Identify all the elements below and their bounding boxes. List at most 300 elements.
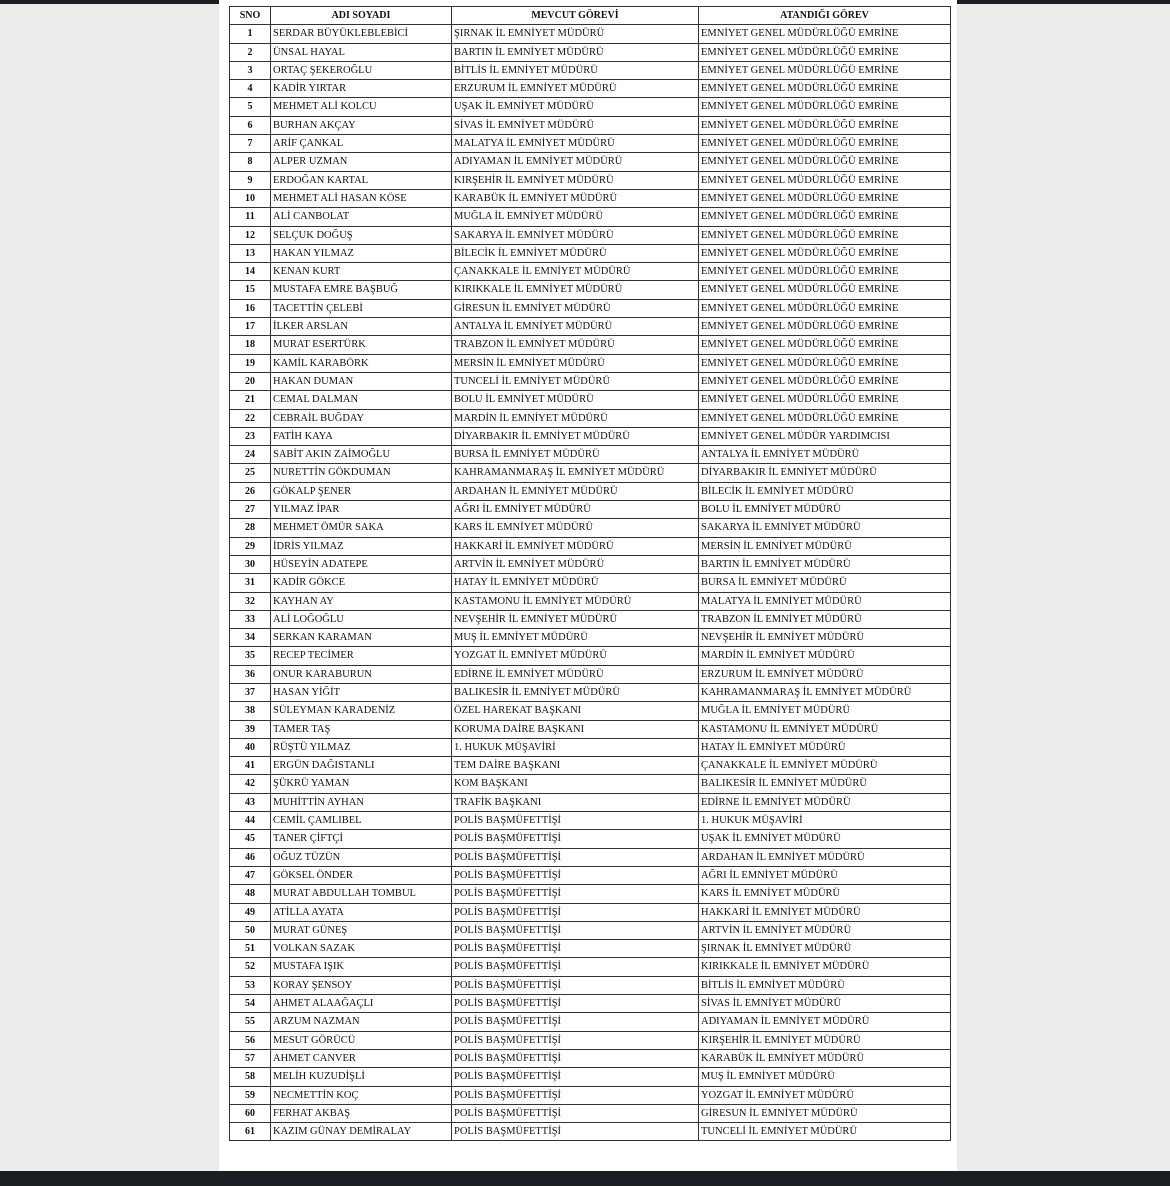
cell-sno: 37	[230, 683, 271, 701]
table-row	[230, 263, 951, 281]
cell-assigned-post: KARABÜK İL EMNİYET MÜDÜRÜ	[699, 1049, 951, 1067]
table-row	[230, 555, 951, 573]
cell-current-post: KASTAMONU İL EMNİYET MÜDÜRÜ	[452, 592, 699, 610]
table-row	[230, 80, 951, 98]
cell-name: ARİF ÇANKAL	[271, 135, 452, 153]
table-row	[230, 1049, 951, 1067]
cell-name: KAYHAN AY	[271, 592, 452, 610]
cell-assigned-post: BARTIN İL EMNİYET MÜDÜRÜ	[699, 555, 951, 573]
viewer-bottom-bar	[0, 1171, 1170, 1186]
cell-name: SÜLEYMAN KARADENİZ	[271, 702, 452, 720]
table-row	[230, 354, 951, 372]
cell-sno: 39	[230, 720, 271, 738]
cell-sno: 7	[230, 135, 271, 153]
cell-name: AHMET ALAAĞAÇLI	[271, 995, 452, 1013]
cell-name: MESUT GÖRÜCÜ	[271, 1031, 452, 1049]
cell-assigned-post: KIRŞEHİR İL EMNİYET MÜDÜRÜ	[699, 1031, 951, 1049]
cell-assigned-post: KASTAMONU İL EMNİYET MÜDÜRÜ	[699, 720, 951, 738]
cell-sno: 53	[230, 976, 271, 994]
cell-name: ALİ LOĞOĞLU	[271, 610, 452, 628]
table-row	[230, 830, 951, 848]
cell-sno: 19	[230, 354, 271, 372]
cell-name: CEMAL DALMAN	[271, 391, 452, 409]
cell-sno: 30	[230, 555, 271, 573]
table-row	[230, 903, 951, 921]
table-row	[230, 976, 951, 994]
cell-current-post: KARS İL EMNİYET MÜDÜRÜ	[452, 519, 699, 537]
cell-assigned-post: EMNİYET GENEL MÜDÜRLÜĞÜ EMRİNE	[699, 226, 951, 244]
table-row	[230, 592, 951, 610]
cell-sno: 32	[230, 592, 271, 610]
table-row	[230, 116, 951, 134]
table-row	[230, 409, 951, 427]
cell-assigned-post: EMNİYET GENEL MÜDÜRLÜĞÜ EMRİNE	[699, 98, 951, 116]
cell-assigned-post: SAKARYA İL EMNİYET MÜDÜRÜ	[699, 519, 951, 537]
cell-sno: 3	[230, 61, 271, 79]
cell-name: SERKAN KARAMAN	[271, 629, 452, 647]
cell-sno: 61	[230, 1123, 271, 1141]
cell-sno: 48	[230, 885, 271, 903]
cell-assigned-post: NEVŞEHİR İL EMNİYET MÜDÜRÜ	[699, 629, 951, 647]
cell-name: ALPER UZMAN	[271, 153, 452, 171]
cell-assigned-post: EMNİYET GENEL MÜDÜRLÜĞÜ EMRİNE	[699, 25, 951, 43]
cell-sno: 2	[230, 43, 271, 61]
cell-name: KAMİL KARABÖRK	[271, 354, 452, 372]
cell-current-post: POLİS BAŞMÜFETTİŞİ	[452, 848, 699, 866]
cell-sno: 59	[230, 1086, 271, 1104]
cell-assigned-post: BİLECİK İL EMNİYET MÜDÜRÜ	[699, 482, 951, 500]
cell-current-post: SİVAS İL EMNİYET MÜDÜRÜ	[452, 116, 699, 134]
cell-sno: 33	[230, 610, 271, 628]
cell-assigned-post: EMNİYET GENEL MÜDÜRLÜĞÜ EMRİNE	[699, 391, 951, 409]
cell-sno: 57	[230, 1049, 271, 1067]
cell-current-post: ANTALYA İL EMNİYET MÜDÜRÜ	[452, 318, 699, 336]
cell-sno: 12	[230, 226, 271, 244]
table-row	[230, 43, 951, 61]
cell-assigned-post: ERZURUM İL EMNİYET MÜDÜRÜ	[699, 665, 951, 683]
cell-current-post: TRABZON İL EMNİYET MÜDÜRÜ	[452, 336, 699, 354]
cell-name: CEBRAİL BUĞDAY	[271, 409, 452, 427]
cell-sno: 8	[230, 153, 271, 171]
table-row	[230, 848, 951, 866]
cell-sno: 36	[230, 665, 271, 683]
cell-sno: 38	[230, 702, 271, 720]
table-row	[230, 921, 951, 939]
cell-current-post: POLİS BAŞMÜFETTİŞİ	[452, 830, 699, 848]
cell-current-post: POLİS BAŞMÜFETTİŞİ	[452, 812, 699, 830]
cell-sno: 17	[230, 318, 271, 336]
table-row	[230, 299, 951, 317]
cell-sno: 27	[230, 501, 271, 519]
cell-current-post: KIRŞEHİR İL EMNİYET MÜDÜRÜ	[452, 171, 699, 189]
cell-current-post: POLİS BAŞMÜFETTİŞİ	[452, 903, 699, 921]
table-row	[230, 208, 951, 226]
cell-current-post: ARDAHAN İL EMNİYET MÜDÜRÜ	[452, 482, 699, 500]
cell-assigned-post: EMNİYET GENEL MÜDÜR YARDIMCISI	[699, 427, 951, 445]
cell-assigned-post: AĞRI İL EMNİYET MÜDÜRÜ	[699, 866, 951, 884]
cell-assigned-post: KARS İL EMNİYET MÜDÜRÜ	[699, 885, 951, 903]
cell-name: ŞÜKRÜ YAMAN	[271, 775, 452, 793]
cell-sno: 11	[230, 208, 271, 226]
cell-assigned-post: EMNİYET GENEL MÜDÜRLÜĞÜ EMRİNE	[699, 153, 951, 171]
cell-name: MURAT GÜNEŞ	[271, 921, 452, 939]
cell-current-post: YOZGAT İL EMNİYET MÜDÜRÜ	[452, 647, 699, 665]
header-assigned-post: ATANDIĞI GÖREV	[699, 7, 951, 25]
cell-name: MUSTAFA EMRE BAŞBUĞ	[271, 281, 452, 299]
cell-sno: 45	[230, 830, 271, 848]
cell-name: TANER ÇİFTÇİ	[271, 830, 452, 848]
cell-name: ORTAÇ ŞEKEROĞLU	[271, 61, 452, 79]
cell-name: ERDOĞAN KARTAL	[271, 171, 452, 189]
cell-current-post: MUŞ İL EMNİYET MÜDÜRÜ	[452, 629, 699, 647]
cell-assigned-post: EMNİYET GENEL MÜDÜRLÜĞÜ EMRİNE	[699, 299, 951, 317]
cell-name: MURAT ESERTÜRK	[271, 336, 452, 354]
cell-assigned-post: HAKKARİ İL EMNİYET MÜDÜRÜ	[699, 903, 951, 921]
table-row	[230, 610, 951, 628]
cell-current-post: ADIYAMAN İL EMNİYET MÜDÜRÜ	[452, 153, 699, 171]
cell-name: MEHMET ALİ HASAN KÖSE	[271, 189, 452, 207]
cell-sno: 14	[230, 263, 271, 281]
cell-sno: 1	[230, 25, 271, 43]
cell-name: RÜŞTÜ YILMAZ	[271, 738, 452, 756]
cell-sno: 10	[230, 189, 271, 207]
cell-assigned-post: EMNİYET GENEL MÜDÜRLÜĞÜ EMRİNE	[699, 354, 951, 372]
cell-current-post: BURSA İL EMNİYET MÜDÜRÜ	[452, 446, 699, 464]
cell-assigned-post: ARDAHAN İL EMNİYET MÜDÜRÜ	[699, 848, 951, 866]
cell-current-post: KORUMA DAİRE BAŞKANI	[452, 720, 699, 738]
cell-name: NECMETTİN KOÇ	[271, 1086, 452, 1104]
cell-assigned-post: EMNİYET GENEL MÜDÜRLÜĞÜ EMRİNE	[699, 244, 951, 262]
cell-name: KADİR YIRTAR	[271, 80, 452, 98]
cell-current-post: TUNCELİ İL EMNİYET MÜDÜRÜ	[452, 372, 699, 390]
table-row	[230, 171, 951, 189]
table-row	[230, 647, 951, 665]
table-row	[230, 482, 951, 500]
table-row	[230, 427, 951, 445]
table-body	[230, 25, 951, 1141]
table-row	[230, 885, 951, 903]
cell-name: TACETTİN ÇELEBİ	[271, 299, 452, 317]
cell-sno: 23	[230, 427, 271, 445]
cell-sno: 15	[230, 281, 271, 299]
table-row	[230, 25, 951, 43]
cell-name: MELİH KUZUDİŞLİ	[271, 1068, 452, 1086]
cell-current-post: KARABÜK İL EMNİYET MÜDÜRÜ	[452, 189, 699, 207]
cell-sno: 20	[230, 372, 271, 390]
cell-current-post: KOM BAŞKANI	[452, 775, 699, 793]
table-row	[230, 372, 951, 390]
cell-assigned-post: ŞIRNAK İL EMNİYET MÜDÜRÜ	[699, 940, 951, 958]
cell-name: MEHMET ÖMÜR SAKA	[271, 519, 452, 537]
cell-name: MUSTAFA IŞIK	[271, 958, 452, 976]
cell-assigned-post: ARTVİN İL EMNİYET MÜDÜRÜ	[699, 921, 951, 939]
table-row	[230, 1013, 951, 1031]
cell-assigned-post: BURSA İL EMNİYET MÜDÜRÜ	[699, 574, 951, 592]
table-row	[230, 98, 951, 116]
cell-current-post: POLİS BAŞMÜFETTİŞİ	[452, 1123, 699, 1141]
cell-sno: 6	[230, 116, 271, 134]
cell-assigned-post: EMNİYET GENEL MÜDÜRLÜĞÜ EMRİNE	[699, 43, 951, 61]
cell-current-post: MERSİN İL EMNİYET MÜDÜRÜ	[452, 354, 699, 372]
table-row	[230, 318, 951, 336]
table-row	[230, 958, 951, 976]
cell-current-post: BİLECİK İL EMNİYET MÜDÜRÜ	[452, 244, 699, 262]
table-row	[230, 501, 951, 519]
cell-name: GÖKALP ŞENER	[271, 482, 452, 500]
cell-current-post: MUĞLA İL EMNİYET MÜDÜRÜ	[452, 208, 699, 226]
cell-name: VOLKAN SAZAK	[271, 940, 452, 958]
cell-current-post: BARTIN İL EMNİYET MÜDÜRÜ	[452, 43, 699, 61]
cell-name: SABİT AKIN ZAİMOĞLU	[271, 446, 452, 464]
cell-assigned-post: EMNİYET GENEL MÜDÜRLÜĞÜ EMRİNE	[699, 80, 951, 98]
cell-assigned-post: SİVAS İL EMNİYET MÜDÜRÜ	[699, 995, 951, 1013]
cell-name: ALİ CANBOLAT	[271, 208, 452, 226]
cell-assigned-post: EMNİYET GENEL MÜDÜRLÜĞÜ EMRİNE	[699, 171, 951, 189]
cell-name: HÜSEYİN ADATEPE	[271, 555, 452, 573]
cell-assigned-post: EDİRNE İL EMNİYET MÜDÜRÜ	[699, 793, 951, 811]
cell-current-post: MALATYA İL EMNİYET MÜDÜRÜ	[452, 135, 699, 153]
cell-sno: 51	[230, 940, 271, 958]
cell-assigned-post: ADIYAMAN İL EMNİYET MÜDÜRÜ	[699, 1013, 951, 1031]
cell-current-post: POLİS BAŞMÜFETTİŞİ	[452, 1013, 699, 1031]
cell-name: ONUR KARABURUN	[271, 665, 452, 683]
cell-assigned-post: 1. HUKUK MÜŞAVİRİ	[699, 812, 951, 830]
cell-current-post: AĞRI İL EMNİYET MÜDÜRÜ	[452, 501, 699, 519]
cell-current-post: SAKARYA İL EMNİYET MÜDÜRÜ	[452, 226, 699, 244]
table-row	[230, 738, 951, 756]
cell-assigned-post: YOZGAT İL EMNİYET MÜDÜRÜ	[699, 1086, 951, 1104]
cell-assigned-post: GİRESUN İL EMNİYET MÜDÜRÜ	[699, 1104, 951, 1122]
cell-current-post: BALIKESİR İL EMNİYET MÜDÜRÜ	[452, 683, 699, 701]
cell-sno: 41	[230, 757, 271, 775]
cell-name: ERGÜN DAĞISTANLI	[271, 757, 452, 775]
cell-assigned-post: BOLU İL EMNİYET MÜDÜRÜ	[699, 501, 951, 519]
cell-name: ÜNSAL HAYAL	[271, 43, 452, 61]
cell-name: KENAN KURT	[271, 263, 452, 281]
cell-name: FERHAT AKBAŞ	[271, 1104, 452, 1122]
cell-sno: 22	[230, 409, 271, 427]
appointments-table	[229, 6, 951, 1141]
table-header-row	[230, 7, 951, 25]
cell-name: HAKAN DUMAN	[271, 372, 452, 390]
cell-name: MEHMET ALİ KOLCU	[271, 98, 452, 116]
cell-sno: 35	[230, 647, 271, 665]
cell-current-post: ERZURUM İL EMNİYET MÜDÜRÜ	[452, 80, 699, 98]
cell-current-post: POLİS BAŞMÜFETTİŞİ	[452, 995, 699, 1013]
cell-sno: 43	[230, 793, 271, 811]
cell-assigned-post: EMNİYET GENEL MÜDÜRLÜĞÜ EMRİNE	[699, 372, 951, 390]
cell-sno: 13	[230, 244, 271, 262]
cell-sno: 5	[230, 98, 271, 116]
cell-sno: 49	[230, 903, 271, 921]
cell-sno: 44	[230, 812, 271, 830]
cell-sno: 29	[230, 537, 271, 555]
cell-assigned-post: ANTALYA İL EMNİYET MÜDÜRÜ	[699, 446, 951, 464]
cell-name: HAKAN YILMAZ	[271, 244, 452, 262]
cell-name: İLKER ARSLAN	[271, 318, 452, 336]
cell-assigned-post: MUĞLA İL EMNİYET MÜDÜRÜ	[699, 702, 951, 720]
table-row	[230, 812, 951, 830]
table-row	[230, 1086, 951, 1104]
cell-name: AHMET CANVER	[271, 1049, 452, 1067]
cell-assigned-post: BİTLİS İL EMNİYET MÜDÜRÜ	[699, 976, 951, 994]
cell-assigned-post: MERSİN İL EMNİYET MÜDÜRÜ	[699, 537, 951, 555]
cell-current-post: ÇANAKKALE İL EMNİYET MÜDÜRÜ	[452, 263, 699, 281]
cell-name: SERDAR BÜYÜKLEBLEBİCİ	[271, 25, 452, 43]
cell-current-post: POLİS BAŞMÜFETTİŞİ	[452, 958, 699, 976]
cell-current-post: NEVŞEHİR İL EMNİYET MÜDÜRÜ	[452, 610, 699, 628]
cell-sno: 60	[230, 1104, 271, 1122]
cell-assigned-post: EMNİYET GENEL MÜDÜRLÜĞÜ EMRİNE	[699, 281, 951, 299]
table-row	[230, 629, 951, 647]
table-row	[230, 464, 951, 482]
table-row	[230, 61, 951, 79]
table-row	[230, 866, 951, 884]
cell-sno: 16	[230, 299, 271, 317]
cell-name: MURAT ABDULLAH TOMBUL	[271, 885, 452, 903]
cell-assigned-post: EMNİYET GENEL MÜDÜRLÜĞÜ EMRİNE	[699, 409, 951, 427]
cell-current-post: POLİS BAŞMÜFETTİŞİ	[452, 921, 699, 939]
cell-name: MUHİTTİN AYHAN	[271, 793, 452, 811]
cell-current-post: POLİS BAŞMÜFETTİŞİ	[452, 866, 699, 884]
cell-current-post: 1. HUKUK MÜŞAVİRİ	[452, 738, 699, 756]
cell-name: BURHAN AKÇAY	[271, 116, 452, 134]
cell-sno: 4	[230, 80, 271, 98]
cell-current-post: POLİS BAŞMÜFETTİŞİ	[452, 940, 699, 958]
cell-assigned-post: HATAY İL EMNİYET MÜDÜRÜ	[699, 738, 951, 756]
cell-sno: 56	[230, 1031, 271, 1049]
table-row	[230, 446, 951, 464]
cell-name: YILMAZ İPAR	[271, 501, 452, 519]
cell-sno: 25	[230, 464, 271, 482]
cell-name: GÖKSEL ÖNDER	[271, 866, 452, 884]
table-row	[230, 775, 951, 793]
cell-assigned-post: KIRIKKALE İL EMNİYET MÜDÜRÜ	[699, 958, 951, 976]
header-name: ADI SOYADI	[271, 7, 452, 25]
cell-name: KADİR GÖKCE	[271, 574, 452, 592]
cell-assigned-post: EMNİYET GENEL MÜDÜRLÜĞÜ EMRİNE	[699, 135, 951, 153]
table-row	[230, 1068, 951, 1086]
cell-current-post: EDİRNE İL EMNİYET MÜDÜRÜ	[452, 665, 699, 683]
cell-name: İDRİS YILMAZ	[271, 537, 452, 555]
cell-current-post: KIRIKKALE İL EMNİYET MÜDÜRÜ	[452, 281, 699, 299]
cell-sno: 9	[230, 171, 271, 189]
cell-assigned-post: EMNİYET GENEL MÜDÜRLÜĞÜ EMRİNE	[699, 318, 951, 336]
table-row	[230, 336, 951, 354]
cell-sno: 47	[230, 866, 271, 884]
table-row	[230, 940, 951, 958]
cell-name: CEMİL ÇAMLIBEL	[271, 812, 452, 830]
cell-assigned-post: EMNİYET GENEL MÜDÜRLÜĞÜ EMRİNE	[699, 189, 951, 207]
table-row	[230, 189, 951, 207]
table-row	[230, 702, 951, 720]
cell-current-post: DİYARBAKIR İL EMNİYET MÜDÜRÜ	[452, 427, 699, 445]
cell-name: KAZIM GÜNAY DEMİRALAY	[271, 1123, 452, 1141]
cell-name: TAMER TAŞ	[271, 720, 452, 738]
table-row	[230, 153, 951, 171]
table-row	[230, 391, 951, 409]
cell-sno: 46	[230, 848, 271, 866]
cell-current-post: UŞAK İL EMNİYET MÜDÜRÜ	[452, 98, 699, 116]
cell-sno: 28	[230, 519, 271, 537]
table-row	[230, 1123, 951, 1141]
cell-sno: 24	[230, 446, 271, 464]
cell-assigned-post: MALATYA İL EMNİYET MÜDÜRÜ	[699, 592, 951, 610]
cell-current-post: ÖZEL HAREKAT BAŞKANI	[452, 702, 699, 720]
cell-assigned-post: EMNİYET GENEL MÜDÜRLÜĞÜ EMRİNE	[699, 61, 951, 79]
cell-current-post: HAKKARİ İL EMNİYET MÜDÜRÜ	[452, 537, 699, 555]
cell-assigned-post: UŞAK İL EMNİYET MÜDÜRÜ	[699, 830, 951, 848]
cell-name: RECEP TECİMER	[271, 647, 452, 665]
cell-name: FATİH KAYA	[271, 427, 452, 445]
cell-assigned-post: KAHRAMANMARAŞ İL EMNİYET MÜDÜRÜ	[699, 683, 951, 701]
cell-current-post: POLİS BAŞMÜFETTİŞİ	[452, 1049, 699, 1067]
table-row	[230, 1104, 951, 1122]
table-row	[230, 537, 951, 555]
table-row	[230, 995, 951, 1013]
cell-current-post: POLİS BAŞMÜFETTİŞİ	[452, 1104, 699, 1122]
table-row	[230, 281, 951, 299]
cell-name: ATİLLA AYATA	[271, 903, 452, 921]
cell-current-post: POLİS BAŞMÜFETTİŞİ	[452, 976, 699, 994]
cell-current-post: MARDİN İL EMNİYET MÜDÜRÜ	[452, 409, 699, 427]
cell-sno: 18	[230, 336, 271, 354]
cell-assigned-post: TRABZON İL EMNİYET MÜDÜRÜ	[699, 610, 951, 628]
cell-current-post: POLİS BAŞMÜFETTİŞİ	[452, 885, 699, 903]
cell-sno: 42	[230, 775, 271, 793]
cell-current-post: BİTLİS İL EMNİYET MÜDÜRÜ	[452, 61, 699, 79]
table-row	[230, 226, 951, 244]
cell-assigned-post: ÇANAKKALE İL EMNİYET MÜDÜRÜ	[699, 757, 951, 775]
table-row	[230, 1031, 951, 1049]
cell-assigned-post: MARDİN İL EMNİYET MÜDÜRÜ	[699, 647, 951, 665]
cell-current-post: BOLU İL EMNİYET MÜDÜRÜ	[452, 391, 699, 409]
table-row	[230, 244, 951, 262]
cell-assigned-post: BALIKESİR İL EMNİYET MÜDÜRÜ	[699, 775, 951, 793]
table-row	[230, 720, 951, 738]
cell-assigned-post: EMNİYET GENEL MÜDÜRLÜĞÜ EMRİNE	[699, 263, 951, 281]
cell-assigned-post: EMNİYET GENEL MÜDÜRLÜĞÜ EMRİNE	[699, 336, 951, 354]
table-row	[230, 793, 951, 811]
header-sno: SNO	[230, 7, 271, 25]
table-row	[230, 519, 951, 537]
cell-name: NURETTİN GÖKDUMAN	[271, 464, 452, 482]
table-row	[230, 135, 951, 153]
cell-name: OĞUZ TÜZÜN	[271, 848, 452, 866]
cell-sno: 52	[230, 958, 271, 976]
cell-name: KORAY ŞENSOY	[271, 976, 452, 994]
cell-assigned-post: EMNİYET GENEL MÜDÜRLÜĞÜ EMRİNE	[699, 116, 951, 134]
cell-sno: 54	[230, 995, 271, 1013]
cell-sno: 55	[230, 1013, 271, 1031]
table-row	[230, 683, 951, 701]
cell-current-post: ARTVİN İL EMNİYET MÜDÜRÜ	[452, 555, 699, 573]
cell-name: HASAN YİĞİT	[271, 683, 452, 701]
cell-current-post: GİRESUN İL EMNİYET MÜDÜRÜ	[452, 299, 699, 317]
cell-current-post: POLİS BAŞMÜFETTİŞİ	[452, 1068, 699, 1086]
table-row	[230, 665, 951, 683]
cell-current-post: KAHRAMANMARAŞ İL EMNİYET MÜDÜRÜ	[452, 464, 699, 482]
cell-current-post: HATAY İL EMNİYET MÜDÜRÜ	[452, 574, 699, 592]
cell-sno: 40	[230, 738, 271, 756]
cell-current-post: ŞIRNAK İL EMNİYET MÜDÜRÜ	[452, 25, 699, 43]
cell-name: ARZUM NAZMAN	[271, 1013, 452, 1031]
cell-current-post: POLİS BAŞMÜFETTİŞİ	[452, 1086, 699, 1104]
cell-current-post: TEM DAİRE BAŞKANI	[452, 757, 699, 775]
header-current-post: MEVCUT GÖREVİ	[452, 7, 699, 25]
cell-sno: 58	[230, 1068, 271, 1086]
cell-sno: 26	[230, 482, 271, 500]
